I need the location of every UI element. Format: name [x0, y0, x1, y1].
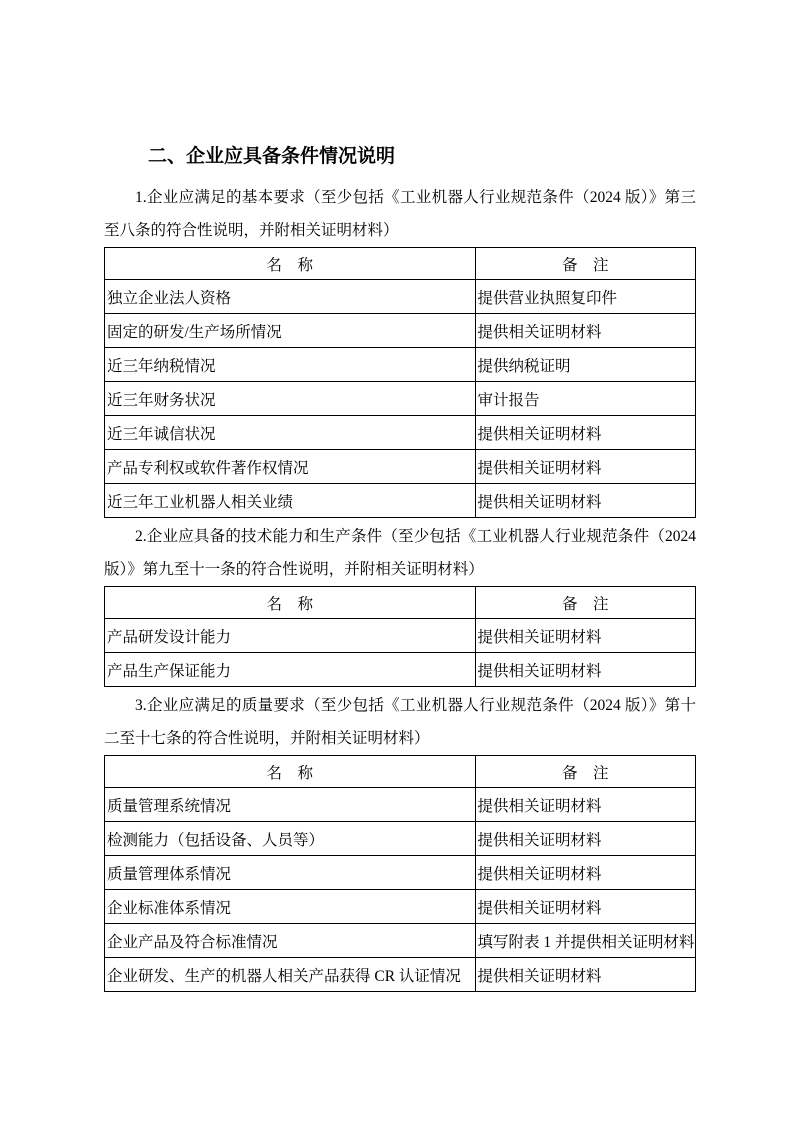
- requirement-note-cell: 提供相关证明材料: [475, 450, 695, 484]
- requirement-name-cell: 产品专利权或软件著作权情况: [105, 450, 476, 484]
- table-header-row: [105, 248, 696, 280]
- column-header-name: 名 称: [105, 587, 476, 619]
- requirement-note-cell: 提供相关证明材料: [475, 822, 695, 856]
- table-row: [105, 314, 696, 348]
- table-header-row: [105, 756, 696, 788]
- basic-requirements-table: [104, 247, 696, 518]
- requirement-name-cell: 质量管理系统情况: [105, 788, 476, 822]
- requirement-note-cell: 提供相关证明材料: [475, 653, 695, 687]
- table-row: [105, 348, 696, 382]
- document-title: 二、企业应具备条件情况说明: [148, 146, 396, 167]
- requirement-name-cell: 质量管理体系情况: [105, 856, 476, 890]
- table-row: [105, 484, 696, 518]
- table-row: [105, 416, 696, 450]
- requirement-name-cell: 固定的研发/生产场所情况: [105, 314, 476, 348]
- table-row: [105, 856, 696, 890]
- requirement-note-cell: 提供相关证明材料: [475, 416, 695, 450]
- requirement-note-cell: 提供相关证明材料: [475, 890, 695, 924]
- requirement-note-cell: 提供相关证明材料: [475, 619, 695, 653]
- requirement-name-cell: 近三年工业机器人相关业绩: [105, 484, 476, 518]
- table-row: [105, 382, 696, 416]
- requirement-note-cell: 提供纳税证明: [475, 348, 695, 382]
- column-header-name: 名 称: [105, 248, 476, 280]
- requirement-name-cell: 近三年纳税情况: [105, 348, 476, 382]
- section-basic-requirements: [104, 181, 696, 518]
- requirement-name-cell: 近三年财务状况: [105, 382, 476, 416]
- requirement-note-cell: 填写附表 1 并提供相关证明材料: [475, 924, 695, 958]
- table-row: [105, 619, 696, 653]
- requirement-note-cell: 审计报告: [475, 382, 695, 416]
- column-header-note: 备 注: [475, 587, 695, 619]
- table-row: [105, 280, 696, 314]
- table-row: [105, 788, 696, 822]
- requirement-name-cell: 独立企业法人资格: [105, 280, 476, 314]
- requirement-name-cell: 检测能力（包括设备、人员等）: [105, 822, 476, 856]
- table-header-row: [105, 587, 696, 619]
- section-intro: 1.企业应满足的基本要求（至少包括《工业机器人行业规范条件（2024 版）》第三至八条的符合性说明，并附相关证明材料）: [104, 189, 696, 239]
- requirement-note-cell: 提供相关证明材料: [475, 958, 695, 992]
- requirement-note-cell: 提供相关证明材料: [475, 856, 695, 890]
- section-intro: 2.企业应具备的技术能力和生产条件（至少包括《工业机器人行业规范条件（2024 版）》第九至十一条的符合性说明，并附相关证明材料）: [104, 528, 696, 578]
- requirement-name-cell: 产品研发设计能力: [105, 619, 476, 653]
- table-row: [105, 890, 696, 924]
- section-quality-requirements: [104, 689, 696, 992]
- requirement-note-cell: 提供相关证明材料: [475, 788, 695, 822]
- requirement-name-cell: 企业产品及符合标准情况: [105, 924, 476, 958]
- section-intro: 3.企业应满足的质量要求（至少包括《工业机器人行业规范条件（2024 版）》第十二至十七条的符合性说明，并附相关证明材料）: [104, 697, 696, 747]
- table-row: [105, 653, 696, 687]
- column-header-note: 备 注: [475, 248, 695, 280]
- column-header-name: 名 称: [105, 756, 476, 788]
- requirement-note-cell: 提供营业执照复印件: [475, 280, 695, 314]
- requirement-name-cell: 企业标准体系情况: [105, 890, 476, 924]
- requirement-note-cell: 提供相关证明材料: [475, 484, 695, 518]
- table-row: [105, 958, 696, 992]
- requirement-note-cell: 提供相关证明材料: [475, 314, 695, 348]
- requirement-name-cell: 企业研发、生产的机器人相关产品获得 CR 认证情况: [105, 958, 476, 992]
- section-technical-capability: [104, 520, 696, 687]
- requirement-name-cell: 产品生产保证能力: [105, 653, 476, 687]
- requirement-name-cell: 近三年诚信状况: [105, 416, 476, 450]
- technical-capability-table: [104, 586, 696, 687]
- table-row: [105, 924, 696, 958]
- quality-requirements-table: [104, 755, 696, 992]
- column-header-note: 备 注: [475, 756, 695, 788]
- table-row: [105, 822, 696, 856]
- table-row: [105, 450, 696, 484]
